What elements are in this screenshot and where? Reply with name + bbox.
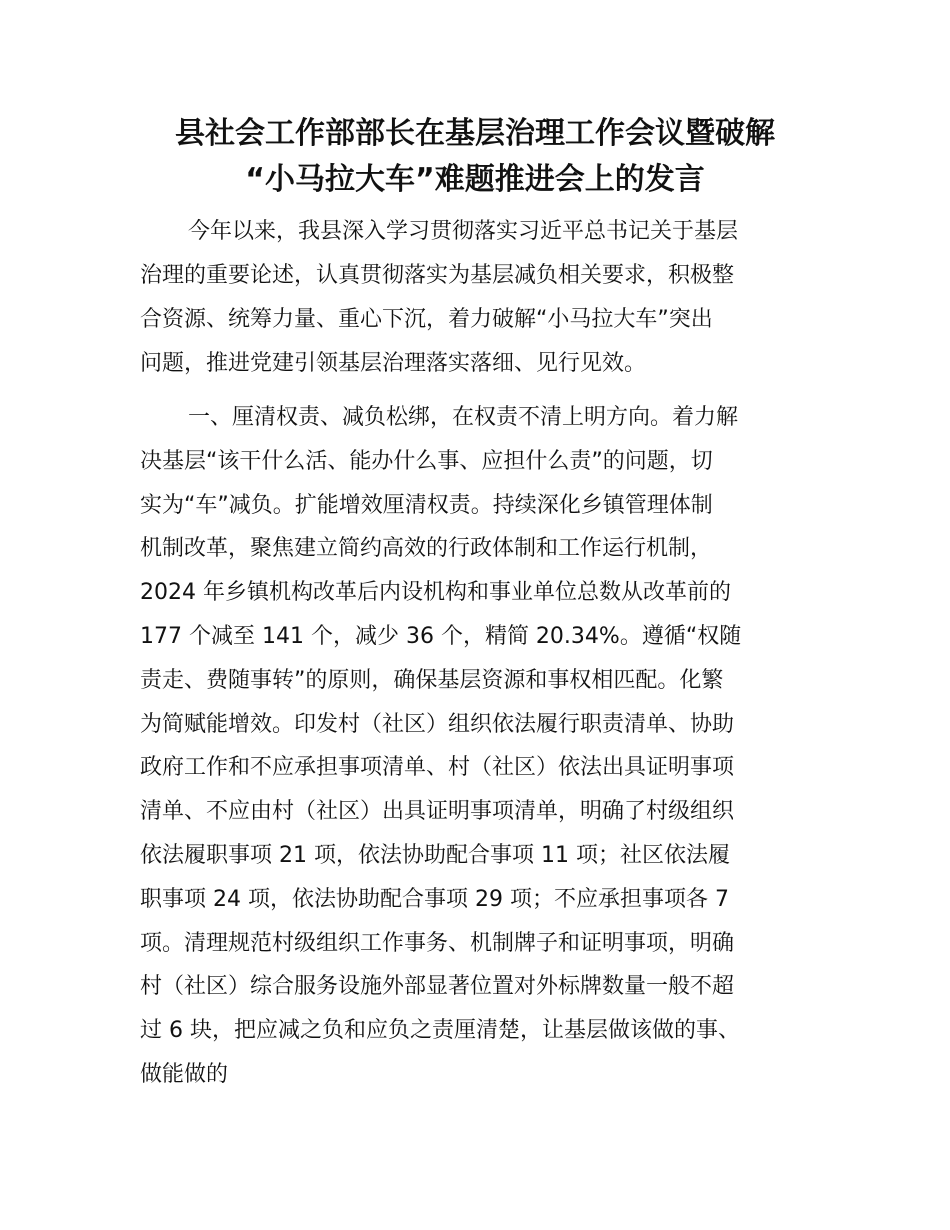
paragraph-2-line-3: 实为“车”减负。扩能增效厘清权责。持续深化乡镇管理体制 xyxy=(140,493,713,518)
paragraph-2-line-13: 项。清理规范村级组织工作事务、机制牌子和证明事项，明确 xyxy=(140,931,735,956)
paragraph-1-line-2: 治理的重要论述，认真贯彻落实为基层减负相关要求，积极整 xyxy=(140,263,735,288)
document-title-line-1: 县社会工作部部长在基层治理工作会议暨破解 xyxy=(175,116,775,151)
paragraph-2-line-6: 177 个减至 141 个，减少 36 个，精简 20.34%。遵循“权随 xyxy=(140,624,742,649)
paragraph-2-line-5: 2024 年乡镇机构改革后内设机构和事业单位总数从改革前的 xyxy=(140,580,731,605)
paragraph-2-line-2: 决基层“该干什么活、能办什么事、应担什么责”的问题，切 xyxy=(140,449,713,474)
paragraph-2-line-14: 村（社区）综合服务设施外部显著位置对外标牌数量一般不超 xyxy=(140,974,735,999)
paragraph-1-line-4: 问题，推进党建引领基层治理落实落细、见行见效。 xyxy=(140,351,647,376)
paragraph-2-line-10: 清单、不应由村（社区）出具证明事项清单，明确了村级组织 xyxy=(140,799,735,824)
paragraph-2-line-15: 过 6 块，把应减之负和应负之责厘清楚，让基层做该做的事、 xyxy=(140,1018,740,1043)
paragraph-1-line-1: 今年以来，我县深入学习贯彻落实习近平总书记关于基层 xyxy=(188,219,739,244)
paragraph-2-line-9: 政府工作和不应承担事项清单、村（社区）依法出具证明事项 xyxy=(140,755,735,780)
paragraph-2-line-16: 做能做的 xyxy=(140,1062,229,1087)
paragraph-2-line-7: 责走、费随事转”的原则，确保基层资源和事权相匹配。化繁 xyxy=(140,668,724,693)
paragraph-2-line-8: 为简赋能增效。印发村（社区）组织依法履行职责清单、协助 xyxy=(140,712,735,737)
paragraph-2-line-1: 一、厘清权责、减负松绑，在权责不清上明方向。着力解 xyxy=(188,405,739,430)
document-title-line-2: “小马拉大车”难题推进会上的发言 xyxy=(245,162,705,197)
paragraph-2-line-4: 机制改革，聚焦建立简约高效的行政体制和工作运行机制， xyxy=(140,536,713,561)
paragraph-2-line-11: 依法履职事项 21 项，依法协助配合事项 11 项；社区依法履 xyxy=(140,843,730,868)
paragraph-2-line-12: 职事项 24 项，依法协助配合事项 29 项；不应承担事项各 7 xyxy=(140,887,729,912)
paragraph-1-line-3: 合资源、统筹力量、重心下沉，着力破解“小马拉大车”突出 xyxy=(140,307,713,332)
